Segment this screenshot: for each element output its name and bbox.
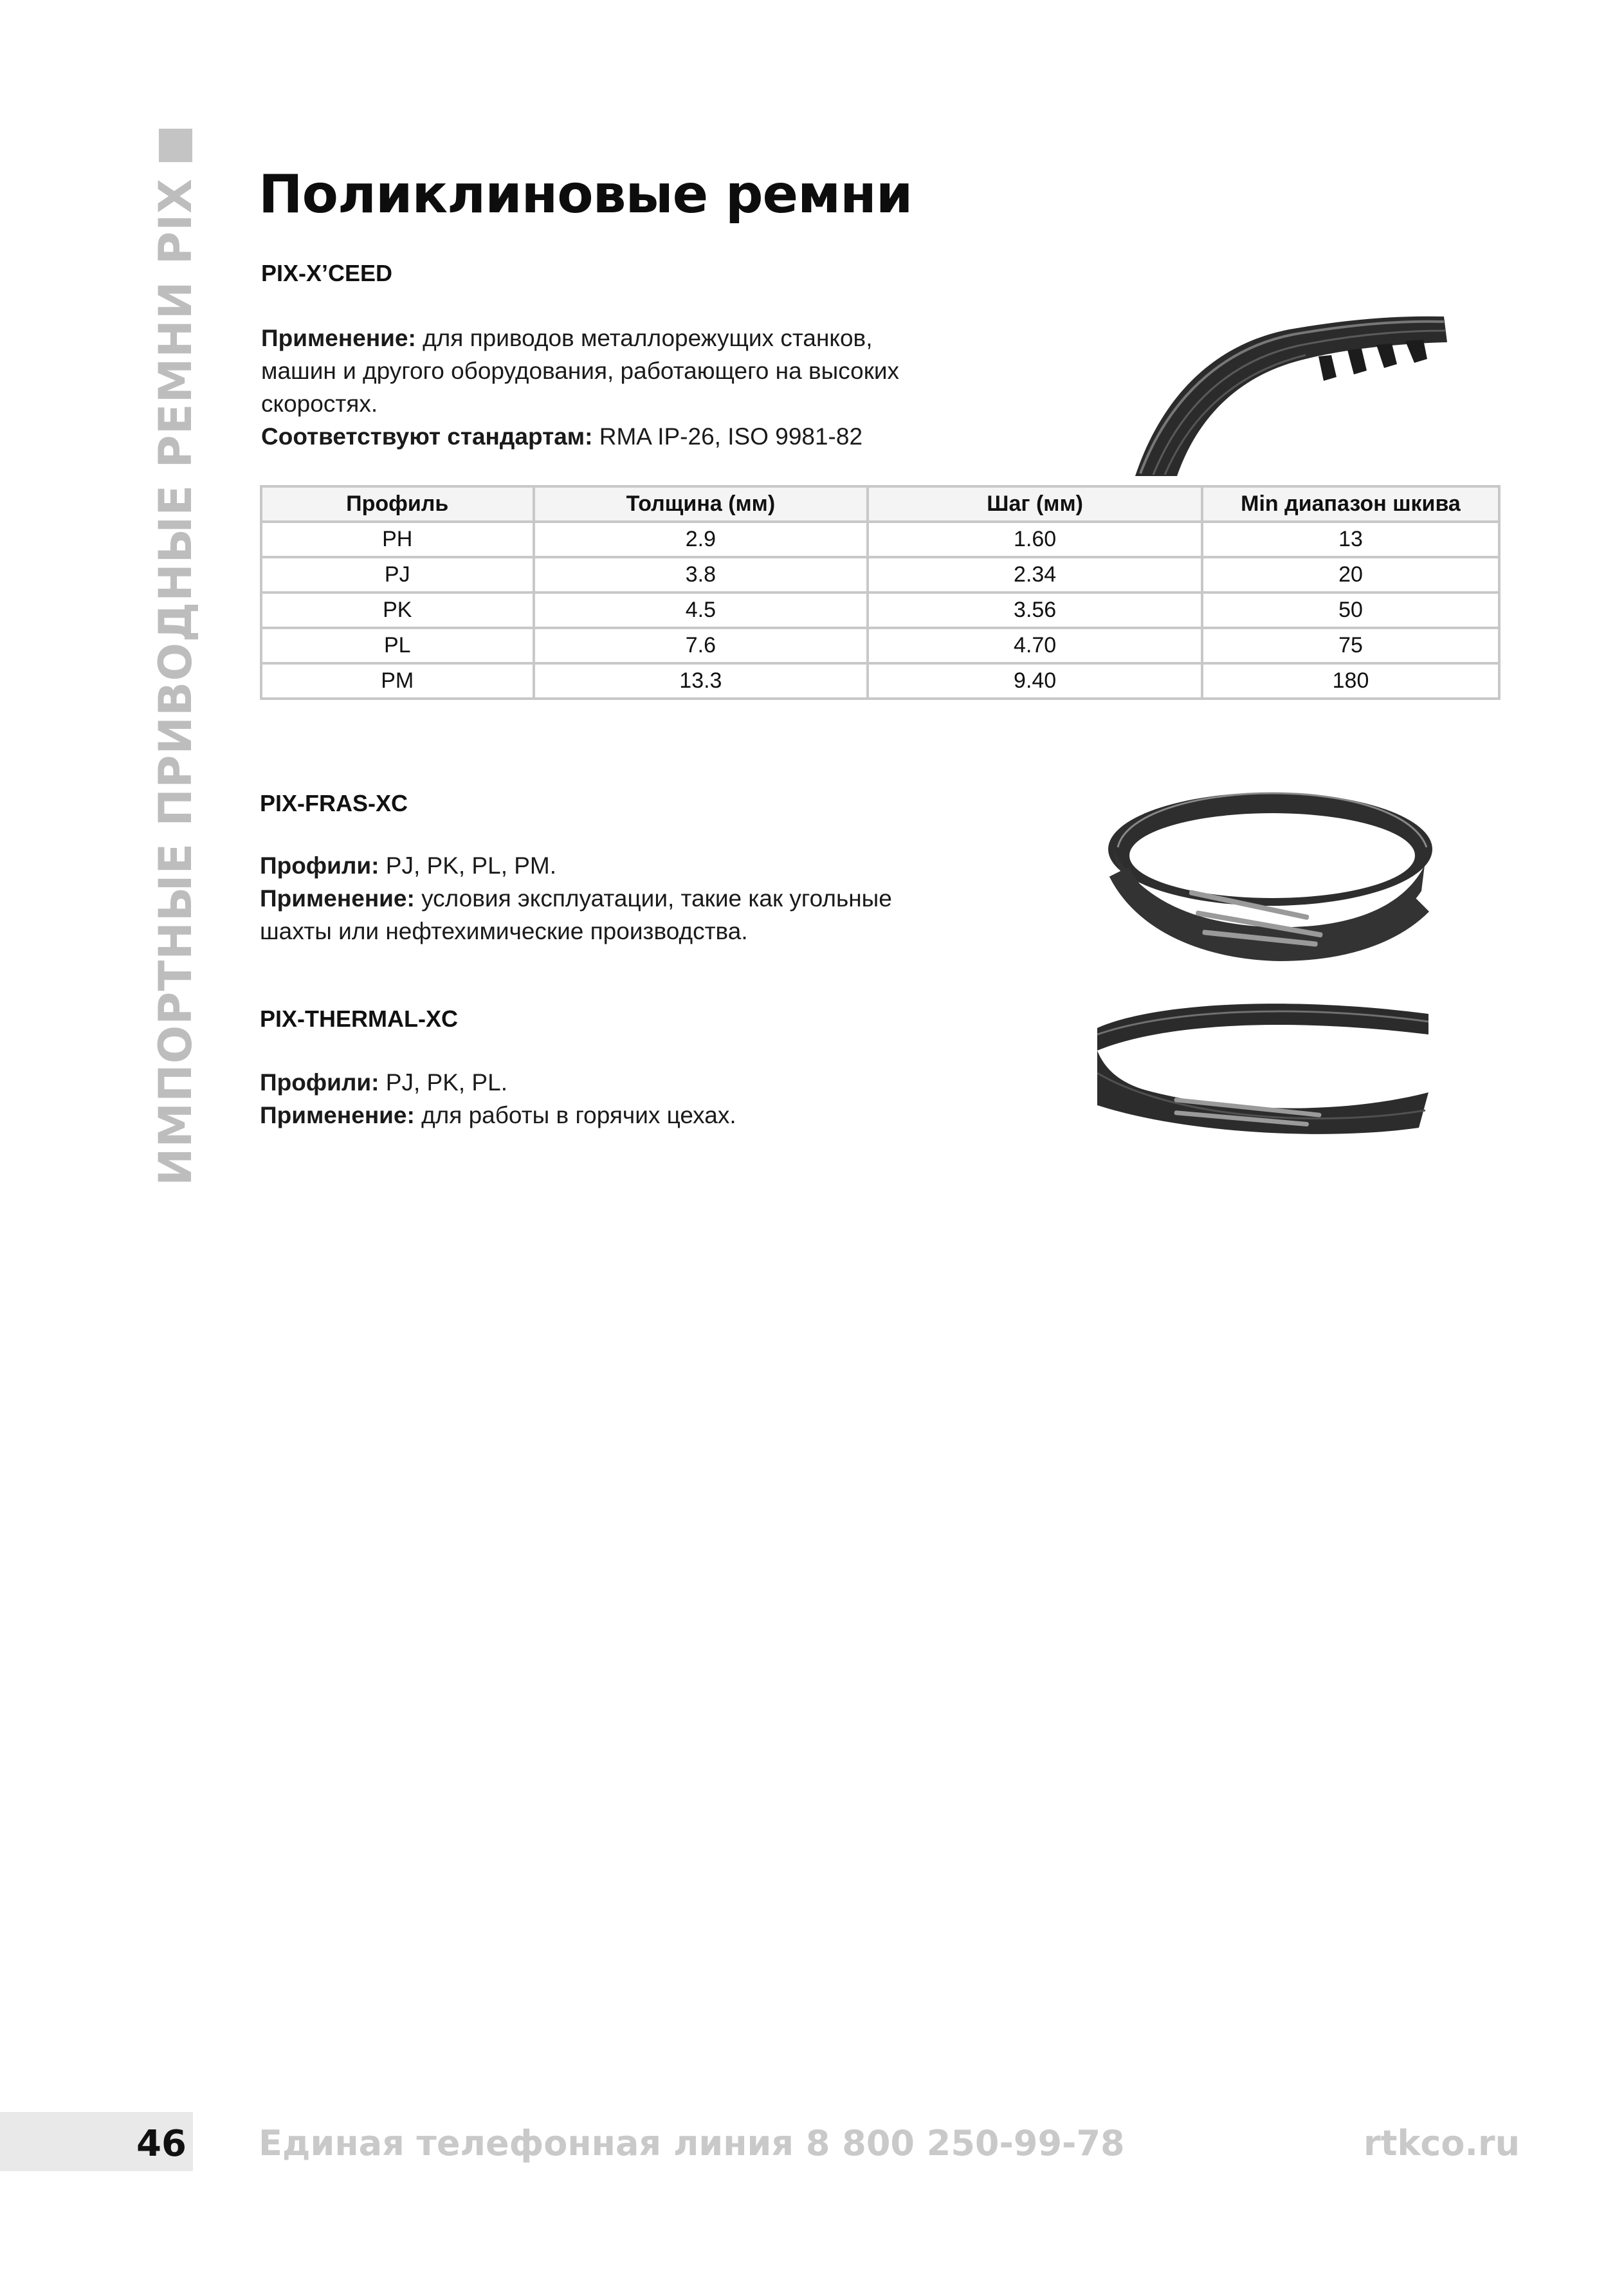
table-cell-thickness: 4.5 bbox=[534, 592, 868, 628]
xceed-belt-photo bbox=[1122, 283, 1457, 476]
table-cell-pitch: 2.34 bbox=[868, 557, 1202, 592]
thermal-description bbox=[260, 1066, 999, 1132]
xceed-application-text: для приводов металлорежущих станков, bbox=[415, 325, 873, 351]
sidebar-marker bbox=[159, 129, 192, 162]
table-cell-min-pulley: 20 bbox=[1202, 557, 1499, 592]
page-number: 46 bbox=[136, 2123, 187, 2165]
table-row bbox=[261, 592, 1499, 628]
xceed-application-text-2: машин и другого оборудования, работающего на высоких bbox=[261, 358, 900, 384]
xceed-application-label: Применение: bbox=[261, 325, 416, 351]
table-cell-min-pulley: 180 bbox=[1202, 663, 1499, 699]
thermal-profiles-value: PJ, PK, PL. bbox=[379, 1069, 507, 1096]
table-cell-thickness: 2.9 bbox=[534, 522, 868, 557]
table-cell-profile: PJ bbox=[261, 557, 534, 592]
table-cell-profile: PH bbox=[261, 522, 534, 557]
table-cell-thickness: 13.3 bbox=[534, 663, 868, 699]
fras-profiles-label: Профили: bbox=[260, 852, 379, 879]
xceed-heading: PIX-X’CEED bbox=[261, 260, 393, 286]
table-cell-thickness: 7.6 bbox=[534, 628, 868, 663]
sidebar-section-label: ИМПОРТНЫЕ ПРИВОДНЫЕ РЕМНИ PIX bbox=[149, 178, 202, 1186]
table-row bbox=[261, 557, 1499, 592]
footer-website: rtkco.ru bbox=[1364, 2123, 1520, 2163]
table-cell-min-pulley: 13 bbox=[1202, 522, 1499, 557]
fras-application-text-2: шахты или нефтехимические производства. bbox=[260, 918, 748, 944]
page-title: Поликлиновые ремни bbox=[259, 164, 913, 225]
table-header-row bbox=[261, 486, 1499, 522]
table-cell-min-pulley: 50 bbox=[1202, 592, 1499, 628]
table-row bbox=[261, 628, 1499, 663]
table-row bbox=[261, 663, 1499, 699]
table-cell-pitch: 4.70 bbox=[868, 628, 1202, 663]
column-header-min-pulley: Min диапазон шкива bbox=[1202, 486, 1499, 522]
fras-description bbox=[260, 849, 999, 948]
thermal-belt-photo bbox=[1097, 996, 1432, 1147]
footer-phone: Единая телефонная линия 8 800 250-99-78 bbox=[259, 2123, 1125, 2163]
xceed-standards-value: RMA IP-26, ISO 9981-82 bbox=[592, 423, 863, 450]
table-cell-thickness: 3.8 bbox=[534, 557, 868, 592]
fras-profiles-value: PJ, PK, PL, PM. bbox=[379, 852, 557, 879]
table-cell-pitch: 3.56 bbox=[868, 592, 1202, 628]
table-cell-profile: PK bbox=[261, 592, 534, 628]
thermal-application-label: Применение: bbox=[260, 1102, 415, 1128]
thermal-application-text: для работы в горячих цехах. bbox=[414, 1102, 736, 1128]
table-cell-pitch: 9.40 bbox=[868, 663, 1202, 699]
column-header-pitch: Шаг (мм) bbox=[868, 486, 1202, 522]
fras-application-label: Применение: bbox=[260, 885, 415, 912]
xceed-application-text-3: скоростях. bbox=[261, 390, 378, 417]
xceed-standards-label: Соответствуют стандартам: bbox=[261, 423, 593, 450]
table-cell-pitch: 1.60 bbox=[868, 522, 1202, 557]
table-cell-min-pulley: 75 bbox=[1202, 628, 1499, 663]
table-cell-profile: PM bbox=[261, 663, 534, 699]
fras-belt-photo bbox=[1100, 775, 1434, 962]
fras-heading: PIX-FRAS-XC bbox=[260, 790, 408, 816]
xceed-description bbox=[261, 322, 1001, 453]
thermal-heading: PIX-THERMAL-XC bbox=[260, 1006, 458, 1032]
table-cell-profile: PL bbox=[261, 628, 534, 663]
profiles-table bbox=[260, 485, 1501, 700]
column-header-profile: Профиль bbox=[261, 486, 534, 522]
column-header-thickness: Толщина (мм) bbox=[534, 486, 868, 522]
fras-application-text: условия эксплуатации, такие как угольные bbox=[414, 885, 892, 912]
thermal-profiles-label: Профили: bbox=[260, 1069, 379, 1096]
table-row bbox=[261, 522, 1499, 557]
